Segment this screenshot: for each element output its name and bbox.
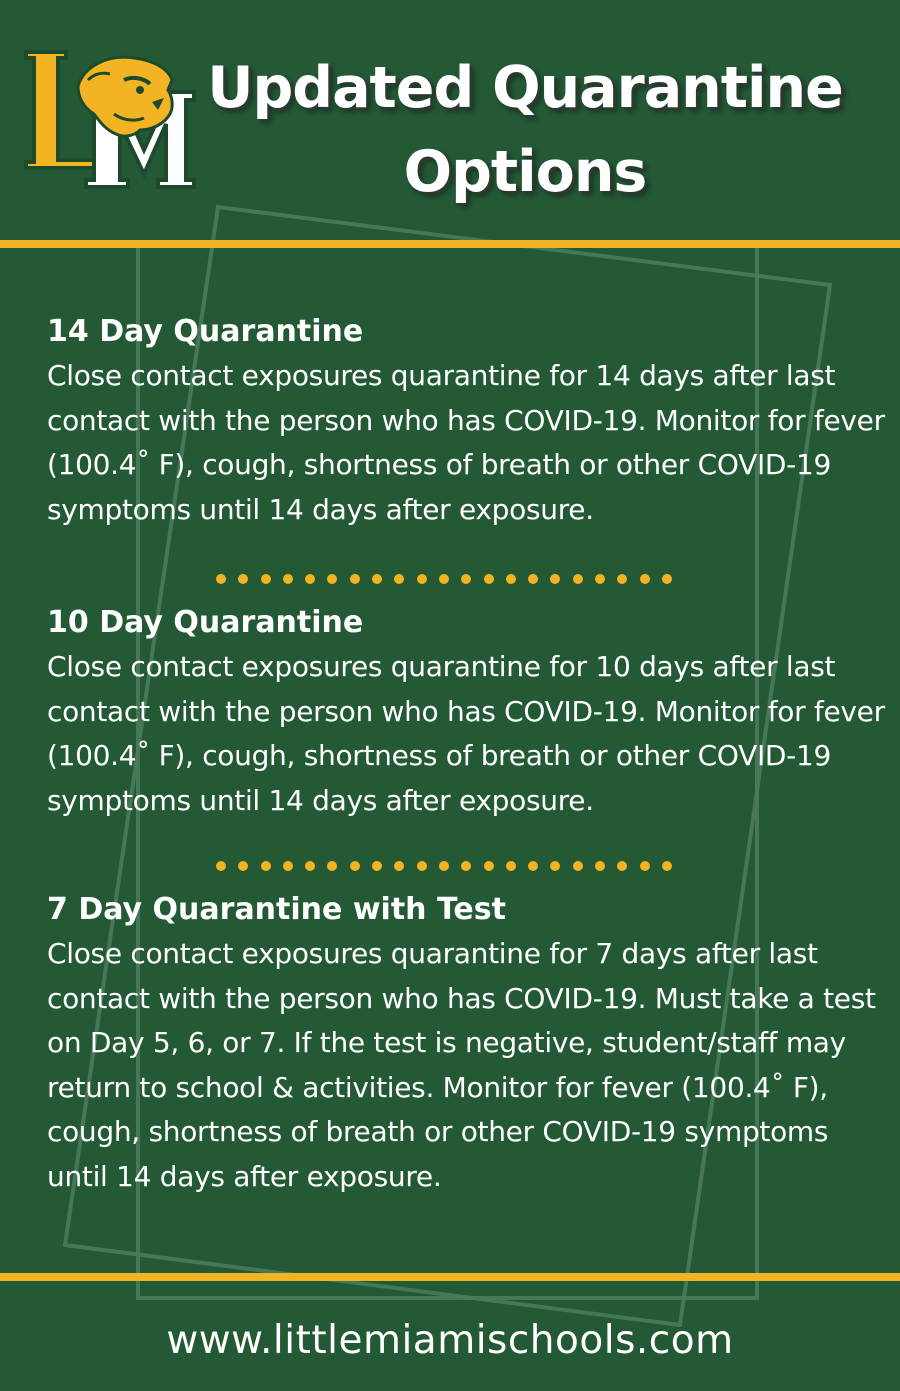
divider-dot bbox=[662, 574, 672, 584]
divider-dot bbox=[528, 574, 538, 584]
divider-dot bbox=[305, 574, 315, 584]
divider-dot bbox=[640, 861, 650, 871]
divider-dot bbox=[528, 861, 538, 871]
divider-dot bbox=[439, 861, 449, 871]
section-body: Close contact exposures quarantine for 7 days after last contact with the person who has COVID-19. Must take a test on Day 5, 6, or 7. If the test is negative, student/staff may return to school & activities. Monitor for fever (100.4˚ F), cough, shortness of breath or other COVID-19 symptoms until 14 days after exposure. bbox=[47, 937, 876, 1193]
top-divider bbox=[0, 240, 900, 248]
divider-dot bbox=[417, 574, 427, 584]
divider-dot bbox=[238, 861, 248, 871]
title-line-1: Updated Quarantine bbox=[207, 55, 843, 121]
section-body: Close contact exposures quarantine for 10 days after last contact with the person who has COVID-19. Monitor for fever (100.4˚ F), cough, shortness of breath or other COVID-19 symptoms until 14 days after exposure. bbox=[47, 650, 885, 817]
divider-dot bbox=[283, 574, 293, 584]
divider-dot bbox=[573, 574, 583, 584]
divider-dot bbox=[216, 574, 226, 584]
divider-dot bbox=[595, 861, 605, 871]
section-10-day bbox=[47, 603, 892, 823]
section-heading: 10 Day Quarantine bbox=[47, 605, 364, 640]
bottom-divider bbox=[0, 1273, 900, 1281]
divider-dot bbox=[439, 574, 449, 584]
section-heading: 7 Day Quarantine with Test bbox=[47, 892, 506, 927]
divider-dot bbox=[617, 574, 627, 584]
divider-dot bbox=[662, 861, 672, 871]
divider-dot bbox=[640, 574, 650, 584]
divider-dot bbox=[484, 861, 494, 871]
divider-dot bbox=[506, 861, 516, 871]
divider-dot bbox=[261, 574, 271, 584]
divider-dot bbox=[216, 861, 226, 871]
divider-dot bbox=[305, 861, 315, 871]
dotted-divider bbox=[216, 859, 672, 873]
section-heading: 14 Day Quarantine bbox=[47, 314, 364, 349]
divider-dot bbox=[550, 574, 560, 584]
divider-dot bbox=[238, 574, 248, 584]
divider-dot bbox=[595, 574, 605, 584]
divider-dot bbox=[394, 574, 404, 584]
website-link[interactable]: www.littlemiamischools.com bbox=[166, 1318, 734, 1363]
divider-dot bbox=[327, 574, 337, 584]
divider-dot bbox=[417, 861, 427, 871]
divider-dot bbox=[261, 861, 271, 871]
divider-dot bbox=[350, 861, 360, 871]
divider-dot bbox=[617, 861, 627, 871]
school-logo bbox=[22, 50, 197, 190]
divider-dot bbox=[283, 861, 293, 871]
divider-dot bbox=[506, 574, 516, 584]
title-line-2: Options bbox=[403, 139, 647, 205]
divider-dot bbox=[350, 574, 360, 584]
section-body: Close contact exposures quarantine for 14 days after last contact with the person who has COVID-19. Monitor for fever (100.4˚ F), cough, shortness of breath or other COVID-19 symptoms until 14 days after exposure. bbox=[47, 359, 885, 526]
divider-dot bbox=[372, 574, 382, 584]
divider-dot bbox=[484, 574, 494, 584]
divider-dot bbox=[461, 574, 471, 584]
divider-dot bbox=[550, 861, 560, 871]
page-title bbox=[205, 46, 845, 214]
divider-dot bbox=[394, 861, 404, 871]
section-7-day bbox=[47, 890, 892, 1199]
divider-dot bbox=[372, 861, 382, 871]
divider-dot bbox=[327, 861, 337, 871]
section-14-day bbox=[47, 312, 892, 532]
dotted-divider bbox=[216, 572, 672, 586]
divider-dot bbox=[461, 861, 471, 871]
divider-dot bbox=[573, 861, 583, 871]
